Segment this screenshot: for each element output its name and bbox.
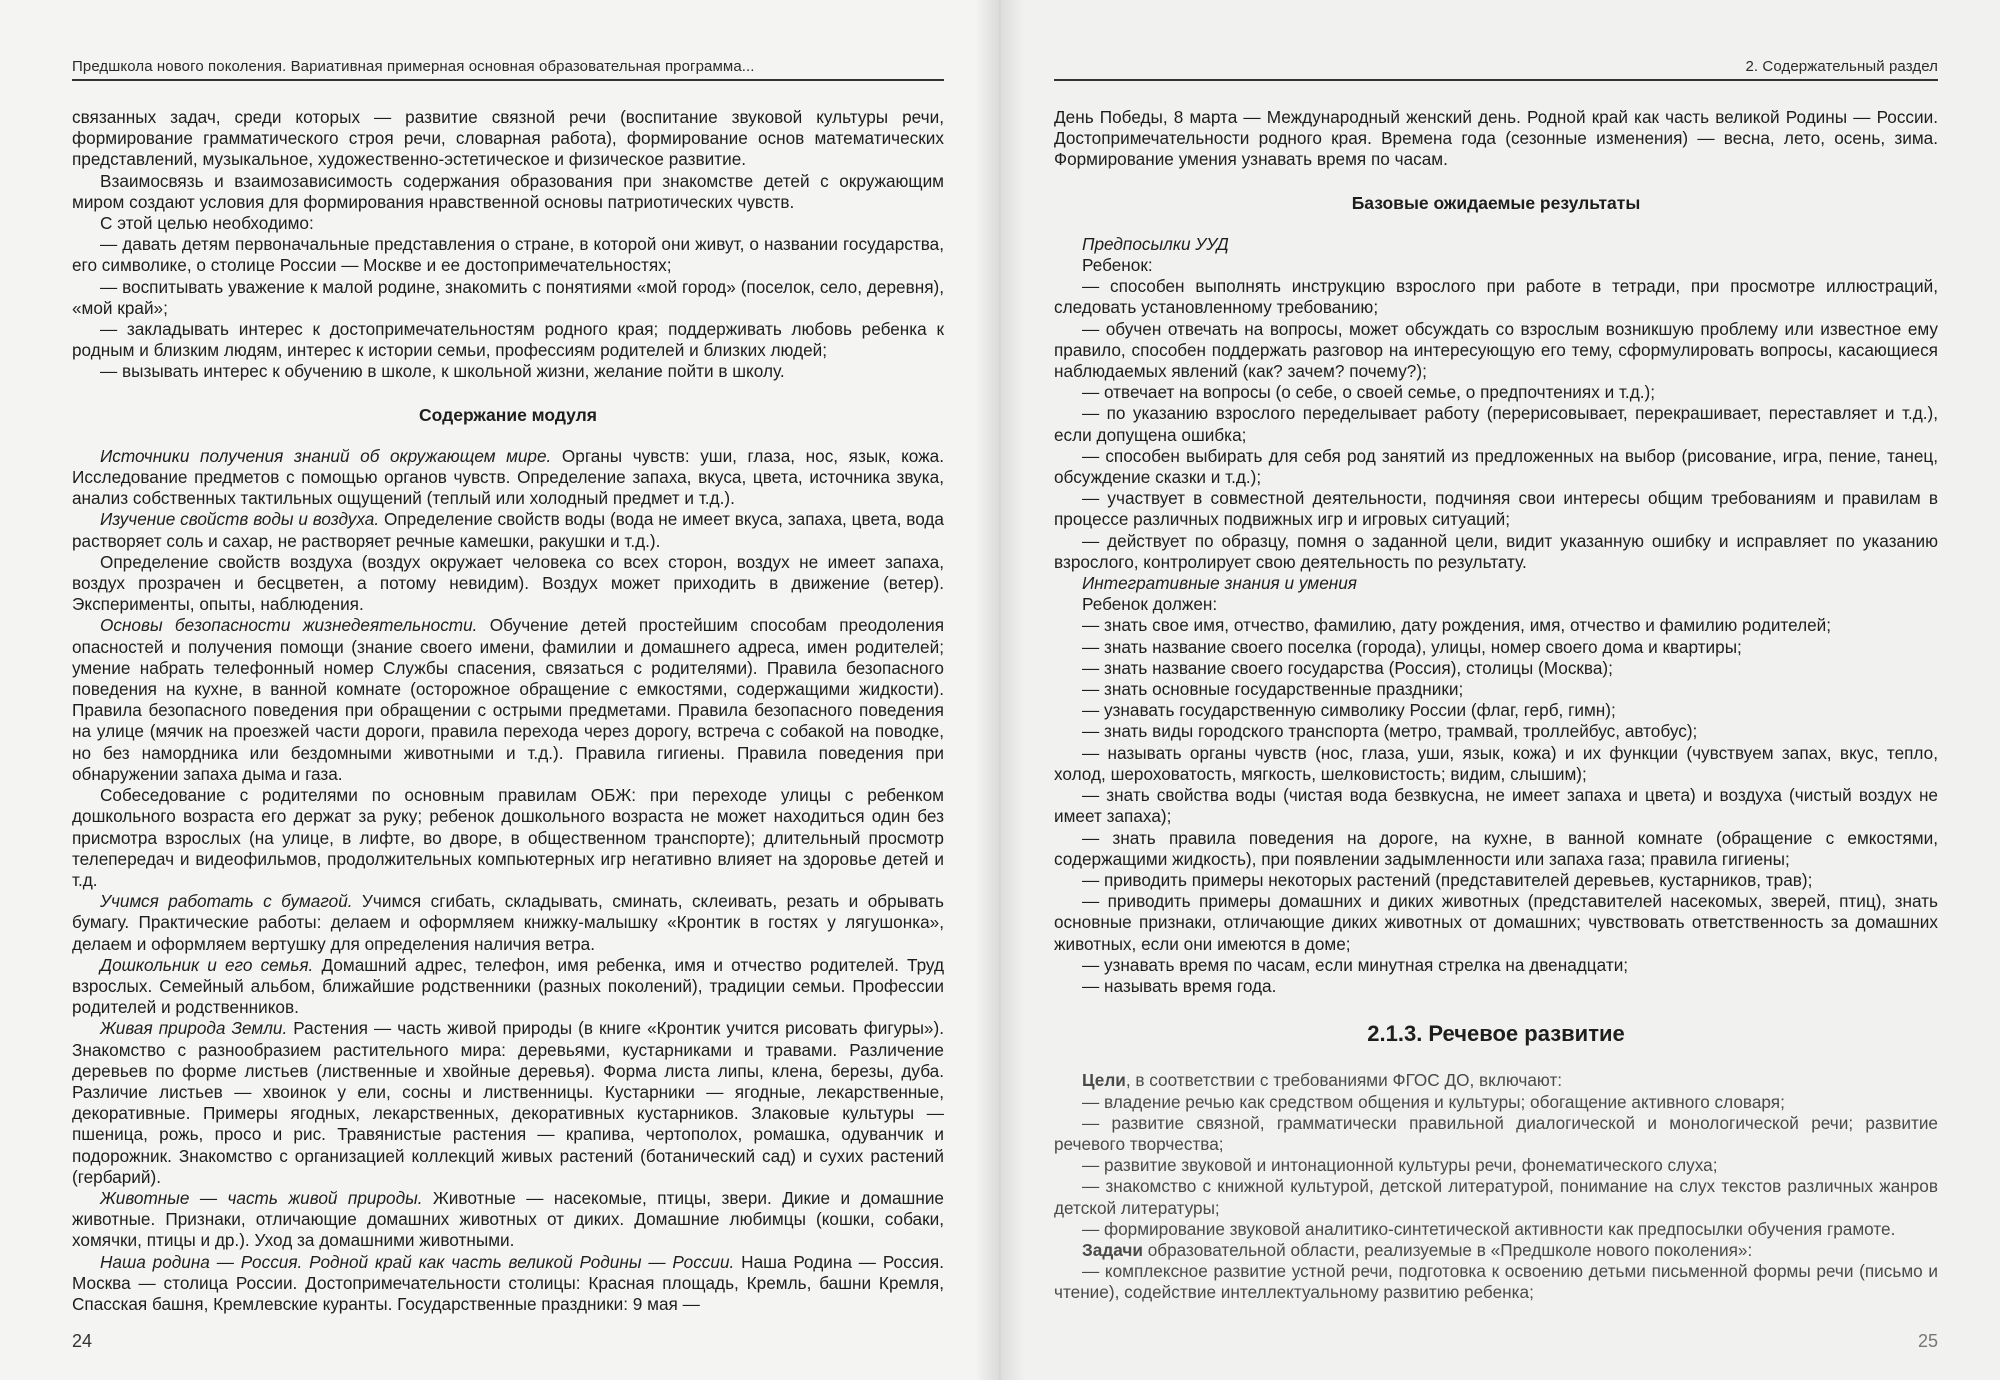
topic-heading: Живая природа Земли. (100, 1018, 288, 1039)
list-item: — действует по образцу, помня о заданной цели, видит указанную ошибку и исправляет по указанию взрослого, контролирует свою деятельность по результату. (1054, 530, 1938, 572)
paragraph: Ребенок: (1082, 255, 1153, 276)
paragraph: С этой целью необходимо: (100, 213, 314, 234)
left-running-head: Предшкола нового поколения. Вариативная примерная основная образовательная программа... (72, 58, 944, 81)
list-item: — давать детям первоначальные представления о стране, в которой они живут, о названии государства, его символике, о столице России — Москве и ее достопримечательностях; (72, 234, 944, 276)
list-item: — знать основные государственные праздники; (1082, 679, 1464, 700)
list-item: — узнавать государственную символику России (флаг, герб, гимн); (1082, 700, 1616, 721)
topic-heading: Изучение свойств воды и воздуха. (100, 509, 380, 530)
list-item: — формирование звуковой аналитико-синтетической активности как предпосылки обучения грамоте. (1082, 1218, 1896, 1239)
list-item: — отвечает на вопросы (о себе, о своей семье, о предпочтениях и т.д.); (1082, 382, 1656, 403)
page-number: 24 (72, 1331, 93, 1351)
paragraph (72, 1252, 944, 1316)
paragraph (72, 509, 944, 551)
topic-text: Животные — насекомые, птицы, звери. Дикие и домашние животные. Признаки, отличающие домашних животных от диких. Домашние любимцы (кошки, собаки, хомячки, птицы и др.). Уход за домашними животными. (72, 1187, 944, 1251)
list-item: — по указанию взрослого переделывает работу (перерисовывает, перекрашивает, переставляет и т.д.), если допущена ошибка; (1054, 403, 1938, 445)
topic-heading: Животные — часть живой природы. (100, 1187, 423, 1208)
list-item: — знакомство с книжной культурой, детской литературой, понимание на слух текстов различных жанров детской литературы; (1054, 1176, 1938, 1218)
page-number: 25 (1917, 1331, 1938, 1351)
topic-text: Учимся сгибать, складывать, сминать, склеивать, резать и обрывать бумагу. Практические работы: делаем и оформляем книжку-малышку «Кронтик в гостях у лягушонка», делаем и оформляем вертушку для определения наличия ветра. (72, 891, 944, 954)
topic-text: Органы чувств: уши, глаза, нос, язык, кожа. Исследование предметов с помощью органов чувств. Определение запаха, вкуса, цвета, источника звука, анализ собственных тактильных ощущений (теплый или холодный предмет и т.д.). (72, 445, 944, 509)
topic-heading: Наша родина — Россия. Родной край как часть великой Родины — России. (100, 1251, 735, 1272)
subsection-heading: Предпосылки УУД (1082, 233, 1229, 254)
list-item: — развитие звуковой и интонационной культуры речи, фонематического слуха; (1082, 1155, 1718, 1176)
paragraph (72, 891, 944, 955)
paragraph (1054, 1070, 1938, 1091)
paragraph (72, 615, 944, 785)
list-item: — закладывать интерес к достопримечательностям родного края; поддерживать любовь ребенка к родным и близким людям, интерес к истории семьи, профессиям родителей и близких людей; (72, 319, 944, 361)
paragraph: связанных задач, среди которых — развитие связной речи (воспитание звуковой культуры речи, формирование грамматического строя речи, словарная работа), формирование основ математических представлений, музыкальное, художественно-эстетическое и физическое развитие. (72, 107, 944, 170)
list-item: — приводить примеры домашних и диких животных (представителей насекомых, зверей, птиц), знать основные признаки, отличающие диких животных от домашних; чувствовать ответственность за домашних животных, если они имеются в доме; (1054, 891, 1938, 954)
list-item: — знать виды городского транспорта (метро, трамвай, троллейбус, автобус); (1082, 721, 1698, 742)
topic-text: Определение свойств воды (вода не имеет вкуса, запаха, цвета, вода растворяет соль и сахар, не растворяет речные камешки, ракушки и т.д.). (72, 509, 944, 551)
topic-text: Наша Родина — Россия. Москва — столица России. Достопримечательности столицы: Красная площадь, Кремль, башни Кремля, Спасская башня, Кремлевские куранты. Государственные праздники: 9 мая — (72, 1251, 944, 1314)
topic-text: Растения — часть живой природы (в книге «Кронтик учится рисовать фигуры»). Знакомство с разнообразием растительного мира: деревьями, кустарниками и травами. Различение деревьев по форме листьев (лиственные и хвойные деревья). Форма листа липы, клена, березы, дуба. Различие листьев — хвоинок у ели, сосны и лиственницы. Кустарники — ягодные, лекарственные, декоративные. Примеры ягодных, лекарственных, декоративных кустарников. Злаковые культуры — пшеница, рожь, просо и рис. Травянистые растения — крапива, чертополох, ромашка, одуванчик и подорожник. Знакомство с организацией коллекций живых растений (ботанический сад) и сухих растений (гербарий). (72, 1018, 944, 1187)
paragraph: Собеседование с родителями по основным правилам ОБЖ: при переходе улицы с ребенком дошкольного возраста его держат за руку; ребенок дошкольного возраста не может находиться один без присмотра взрослых (на улице, в лифте, во дворе, в общественном транспорте); длительный просмотр телепередач и видеофильмов, продолжительных компьютерных игр негативно влияет на здоровье детей и т.д. (72, 785, 944, 890)
paragraph: День Победы, 8 марта — Международный женский день. Родной край как часть великой Родины — России. Достопримечательности родного края. Времена года (сезонные изменения) — весна, лето, осень, зима. Формирование умения узнавать время по часам. (1054, 107, 1938, 170)
topic-text: Домашний адрес, телефон, имя ребенка, имя и отчество родителей. Труд взрослых. Семейный альбом, ближайшие родственники (разных поколений), традиции семьи. Профессии родителей и родственников. (72, 954, 944, 1018)
list-item: — приводить примеры некоторых растений (представителей деревьев, кустарников, трав); (1082, 869, 1813, 890)
list-item: — знать свое имя, отчество, фамилию, дату рождения, имя, отчество и фамилию родителей; (1082, 615, 1832, 636)
paragraph: Ребенок должен: (1082, 594, 1218, 615)
section-title: Содержание модуля (419, 404, 597, 425)
chapter-title: 2.1.3. Речевое развитие (1367, 1021, 1625, 1047)
left-body (72, 107, 944, 1315)
list-item: — называть время года. (1082, 975, 1277, 996)
right-page (1000, 0, 2000, 1380)
paragraph (1054, 1240, 1938, 1261)
paragraph (72, 1018, 944, 1188)
list-item: — знать название своего поселка (города), улицы, номер своего дома и квартиры; (1082, 636, 1742, 657)
list-item: — воспитывать уважение к малой родине, знакомить с понятиями «мой город» (поселок, село, деревня), «мой край»; (72, 276, 944, 318)
goals-label: Цели (1082, 1070, 1126, 1091)
paragraph (72, 446, 944, 510)
section-title: Базовые ожидаемые результаты (1351, 192, 1641, 213)
list-item: — развитие связной, грамматически правильной диалогической и монологической речи; развитие речевого творчества; (1054, 1112, 1938, 1154)
topic-heading: Дошкольник и его семья. (100, 954, 314, 975)
paragraph (72, 955, 944, 1019)
tasks-label: Задачи (1082, 1239, 1143, 1260)
list-item: — обучен отвечать на вопросы, может обсуждать со взрослым возникшую проблему или известное ему правило, способен поддержать разговор на интересующую его тему, сформулировать вопросы, касающиеся наблюдаемых явлений (как? зачем? почему?); (1054, 318, 1938, 382)
subsection-heading: Интегративные знания и умения (1082, 573, 1357, 594)
list-item: — знать правила поведения на дороге, на кухне, в ванной комнате (обращение с емкостями, содержащими жидкость), при появлении задымленности или запаха газа; правила гигиены; (1054, 827, 1938, 869)
paragraph: Определение свойств воздуха (воздух окружает человека со всех сторон, воздух не имеет запаха, воздух прозрачен и бесцветен, а потому невидим). Воздух может приходить в движение (ветер). Эксперименты, опыты, наблюдения. (72, 551, 944, 615)
topic-heading: Учимся работать с бумагой. (100, 891, 353, 912)
list-item: — узнавать время по часам, если минутная стрелка на двенадцати; (1082, 954, 1629, 975)
paragraph (72, 1188, 944, 1252)
tasks-text: образовательной области, реализуемые в «Предшколе нового поколения»: (1142, 1239, 1753, 1260)
paragraph: Взаимосвязь и взаимозависимость содержания образования при знакомстве детей с окружающим миром создают условия для формирования нравственной основы патриотических чувств. (72, 170, 944, 212)
goals-text: , в соответствии с требованиями ФГОС ДО, включают: (1125, 1070, 1563, 1091)
list-item: — участвует в совместной деятельности, подчиняя свои интересы общим требованиям и правилам в процессе различных подвижных игр и игровых ситуаций; (1054, 488, 1938, 530)
topic-heading: Основы безопасности жизнедеятельности. (100, 615, 478, 636)
list-item: — владение речью как средством общения и культуры; обогащение активного словаря; (1082, 1091, 1785, 1112)
list-item: — знать название своего государства (Россия), столицы (Москва); (1082, 657, 1613, 678)
faded-block (1054, 1070, 1938, 1303)
list-item: — способен выбирать для себя род занятий из предложенных на выбор (рисование, игра, пение, танец, обсуждение сказки и т.д.); (1054, 445, 1938, 488)
right-running-head: 2. Содержательный раздел (1054, 58, 1938, 81)
topic-heading: Источники получения знаний об окружающем мире. (100, 445, 552, 466)
list-item: — способен выполнять инструкцию взрослого при работе в тетради, при просмотре иллюстраций, следовать установленному требованию; (1054, 276, 1938, 318)
list-item: — знать свойства воды (чистая вода безвкусна, не имеет запаха и цвета) и воздуха (чистый воздух не имеет запаха); (1054, 785, 1938, 827)
list-item: — вызывать интерес к обучению в школе, к школьной жизни, желание пойти в школу. (100, 361, 785, 382)
topic-text: Обучение детей простейшим способам преодоления опасностей и получения помощи (знание своего имени, фамилии и домашнего адреса, имен родителей; умение набрать телефонный номер Службы спасения, связаться с родителями). Правила безопасного поведения на кухне, в ванной комнате (осторожное обращение с емкостями, содержащими жидкости). Правила безопасного поведения при обращении с острыми предметами. Правила безопасного поведения на улице (мячик на проезжей части дороги, правила перехода через дорогу, встреча с собакой на поводке, но без намордника или бездомными животными и т.д.). Правила гигиены. Правила поведения при обнаружении запаха дыма и газа. (72, 615, 945, 784)
list-item: — комплексное развитие устной речи, подготовка к освоению детьми письменной формы речи (письмо и чтение), содействие интеллектуальному развитию ребенка; (1054, 1261, 1938, 1303)
list-item: — называть органы чувств (нос, глаза, уши, язык, кожа) и их функции (чувствуем запах, вкус, тепло, холод, шероховатость, мягкость, шелковистость; видим, слышим); (1054, 742, 1938, 784)
right-body (1054, 107, 1938, 1304)
